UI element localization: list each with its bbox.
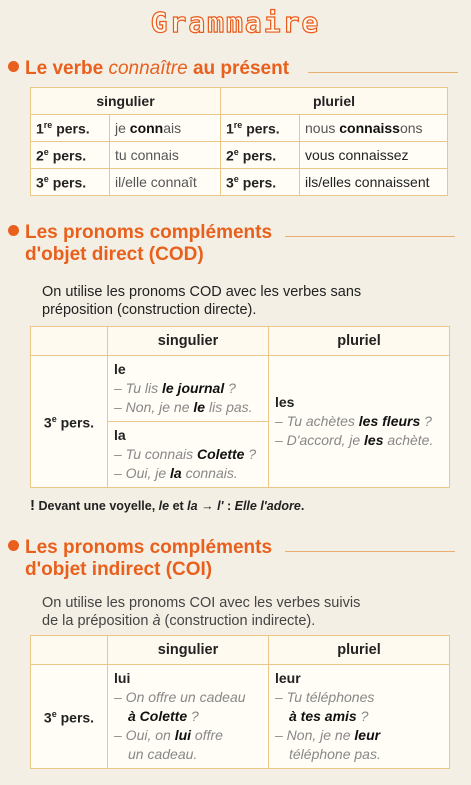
coi-intro <box>42 594 360 630</box>
heading-text: d'objet direct (COD) <box>25 244 204 265</box>
coi-table <box>30 635 450 769</box>
example-line: à tes amis ? <box>289 708 369 724</box>
heading-verb: connaître <box>108 58 188 79</box>
intro-line: On utilise les pronoms COD avec les verbes sans <box>42 284 362 300</box>
col-singular: singulier <box>108 636 269 665</box>
form-cell: je connais <box>110 115 221 142</box>
form-cell: nous connaissons <box>300 115 448 142</box>
example-line: – Tu téléphones <box>275 689 375 705</box>
col-singular: singulier <box>31 88 221 115</box>
example-line: – Tu connais Colette ? <box>114 446 257 462</box>
intro-line: On utilise les pronoms COI avec les verbes suivis <box>42 595 361 611</box>
heading-text: d'objet indirect (COI) <box>25 559 213 580</box>
pl-les-cell <box>269 356 450 488</box>
bullet-icon <box>8 61 19 72</box>
example-line: téléphone pas. <box>289 746 381 762</box>
page-title: Grammaire <box>150 6 321 39</box>
sg-lui-cell <box>108 665 269 769</box>
conjugation-table <box>30 87 448 196</box>
person-cell: 2e pers. <box>221 142 300 169</box>
col-singular: singulier <box>108 327 269 356</box>
pronoun: le <box>114 361 126 377</box>
heading-text: au présent <box>187 58 290 79</box>
section-heading-cod <box>8 222 272 266</box>
pronoun: la <box>114 427 126 443</box>
heading-divider <box>285 551 455 552</box>
form-cell: vous connaissez <box>300 142 448 169</box>
form-cell: il/elle connaît <box>110 169 221 196</box>
table-row <box>31 169 448 196</box>
pronoun: lui <box>114 670 131 686</box>
person-cell: 3e pers. <box>221 169 300 196</box>
heading-divider <box>308 72 458 73</box>
corner-cell <box>31 327 108 356</box>
col-plural: pluriel <box>221 88 448 115</box>
col-plural: pluriel <box>269 327 450 356</box>
bullet-icon <box>8 225 19 236</box>
pronoun: les <box>275 394 295 410</box>
cod-intro <box>42 283 361 319</box>
person-cell: 1re pers. <box>221 115 300 142</box>
table-row <box>31 142 448 169</box>
heading-divider <box>285 236 455 237</box>
example-line: – Tu lis le journal ? <box>114 380 236 396</box>
example-line: – D'accord, je les achète. <box>275 432 434 448</box>
example-line: – Non, je ne leur <box>275 727 381 743</box>
bullet-icon <box>8 540 19 551</box>
person-cell: 3e pers. <box>31 665 108 769</box>
person-cell: 3e pers. <box>31 356 108 488</box>
cod-table <box>30 326 450 488</box>
section-heading-conjugation <box>8 58 289 80</box>
heading-text: Le verbe <box>25 58 109 79</box>
sg-le-cell <box>108 356 269 422</box>
pl-leur-cell <box>269 665 450 769</box>
form-cell: tu connais <box>110 142 221 169</box>
example-line: – Oui, je la connais. <box>114 465 238 481</box>
example-line: – Tu achètes les fleurs ? <box>275 413 432 429</box>
warning-icon: ! <box>30 497 35 514</box>
person-cell: 2e pers. <box>31 142 110 169</box>
intro-line: de la préposition à (construction indirecte). <box>42 613 316 629</box>
intro-line: préposition (construction directe). <box>42 302 257 318</box>
person-cell: 1re pers. <box>31 115 110 142</box>
form-cell: ils/elles connaissent <box>300 169 448 196</box>
example-line: – On offre un cadeau <box>114 689 246 705</box>
section-heading-coi <box>8 537 272 581</box>
corner-cell <box>31 636 108 665</box>
example-line: – Non, je ne le lis pas. <box>114 399 253 415</box>
example-line: un cadeau. <box>128 746 198 762</box>
pronoun: leur <box>275 670 301 686</box>
col-plural: pluriel <box>269 636 450 665</box>
elision-note: ! Devant une voyelle, le et la → l' : Elle l'adore. <box>30 497 305 514</box>
example-line: – Oui, on lui offre <box>114 727 223 743</box>
heading-text: Les pronoms compléments <box>25 537 273 558</box>
sg-la-cell <box>108 422 269 488</box>
heading-text: Les pronoms compléments <box>25 222 273 243</box>
person-cell: 3e pers. <box>31 169 110 196</box>
table-row <box>31 115 448 142</box>
example-line: à Colette ? <box>128 708 199 724</box>
